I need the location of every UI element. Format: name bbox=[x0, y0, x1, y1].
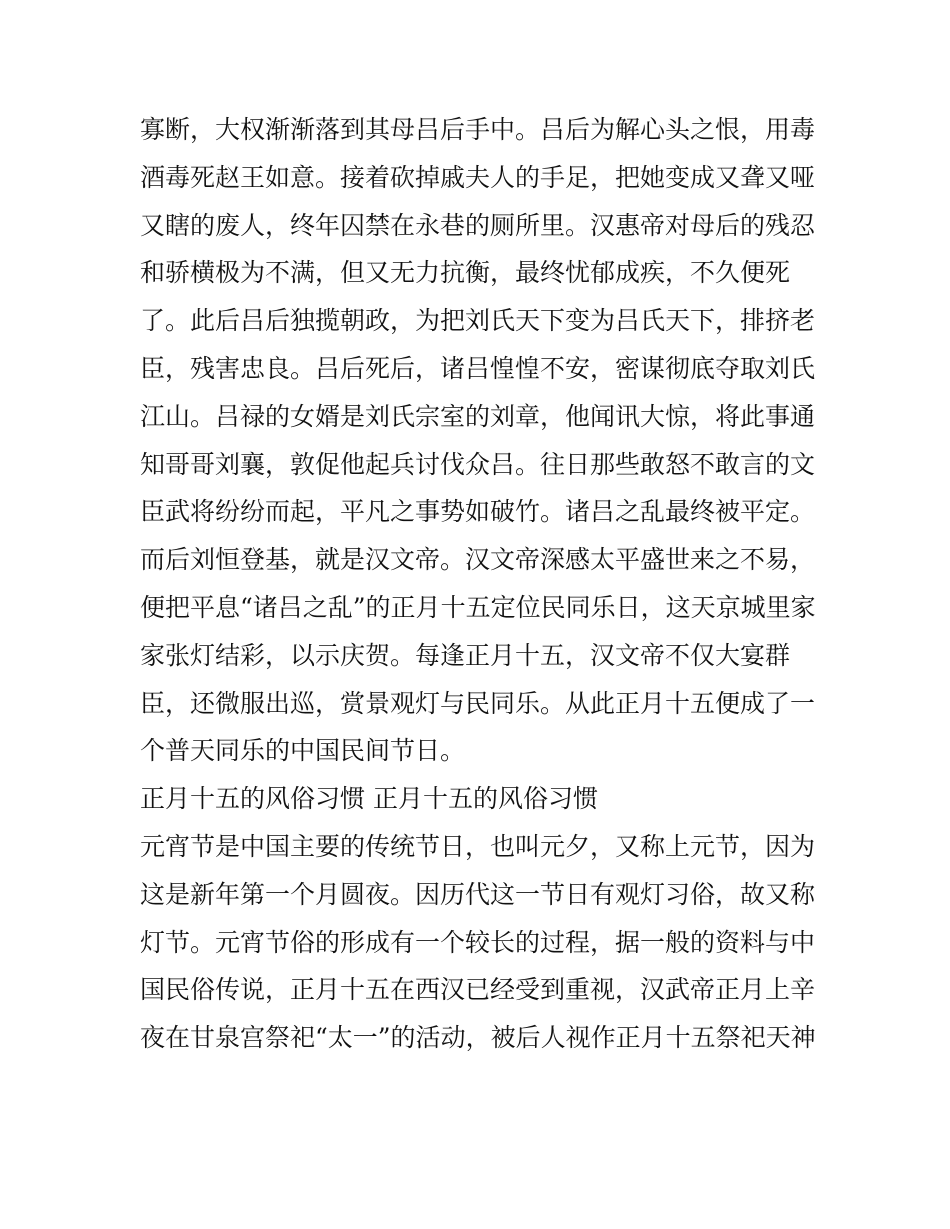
text-line: 臣武将纷纷而起，平凡之事势如破竹。诸吕之乱最终被平定。 bbox=[140, 497, 816, 527]
text-line: 寡断，大权渐渐落到其母吕后手中。吕后为解心头之恨，用毒 bbox=[140, 115, 816, 144]
text-line: 灯节。元宵节俗的形成有一个较长的过程，据一般的资料与中 bbox=[140, 927, 816, 957]
text-line: 元宵节是中国主要的传统节日，也叫元夕，又称上元节，因为 bbox=[140, 831, 816, 861]
text-line: 便把平息“诸吕之乱”的正月十五定位民同乐日，这天京城里家 bbox=[140, 592, 816, 622]
text-line: 酒毒死赵王如意。接着砍掉戚夫人的手足，把她变成又聋又哑 bbox=[140, 162, 816, 192]
text-line: 个普天同乐的中国民间节日。 bbox=[140, 736, 466, 766]
text-line: 这是新年第一个月圆夜。因历代这一节日有观灯习俗，故又称 bbox=[140, 879, 816, 909]
text-line: 臣，残害忠良。吕后死后，诸吕惶惶不安，密谋彻底夺取刘氏 bbox=[140, 353, 816, 383]
text-line: 家张灯结彩，以示庆贺。每逢正月十五，汉文帝不仅大宴群 bbox=[140, 640, 791, 670]
text-line: 和骄横极为不满，但又无力抗衡，最终忧郁成疾，不久便死 bbox=[140, 258, 791, 288]
text-line: 夜在甘泉宫祭祀“太一”的活动，被后人视作正月十五祭祀天神 bbox=[140, 1023, 816, 1053]
text-line: 臣，还微服出巡，赏景观灯与民同乐。从此正月十五便成了一 bbox=[140, 688, 816, 718]
text-line: 又瞎的废人，终年囚禁在永巷的厕所里。汉惠帝对母后的残忍 bbox=[140, 210, 816, 240]
body-text bbox=[140, 106, 820, 1062]
section-heading: 正月十五的风俗习惯 正月十五的风俗习惯 bbox=[140, 784, 598, 814]
text-line: 了。此后吕后独揽朝政，为把刘氏天下变为吕氏天下，排挤老 bbox=[140, 306, 816, 336]
text-line: 国民俗传说，正月十五在西汉已经受到重视，汉武帝正月上辛 bbox=[140, 975, 816, 1005]
text-line: 知哥哥刘襄，敦促他起兵讨伐众吕。往日那些敢怒不敢言的文 bbox=[140, 449, 816, 479]
text-line: 江山。吕禄的女婿是刘氏宗室的刘章，他闻讯大惊，将此事通 bbox=[140, 401, 816, 431]
text-line: 而后刘恒登基，就是汉文帝。汉文帝深感太平盛世来之不易， bbox=[140, 545, 816, 575]
